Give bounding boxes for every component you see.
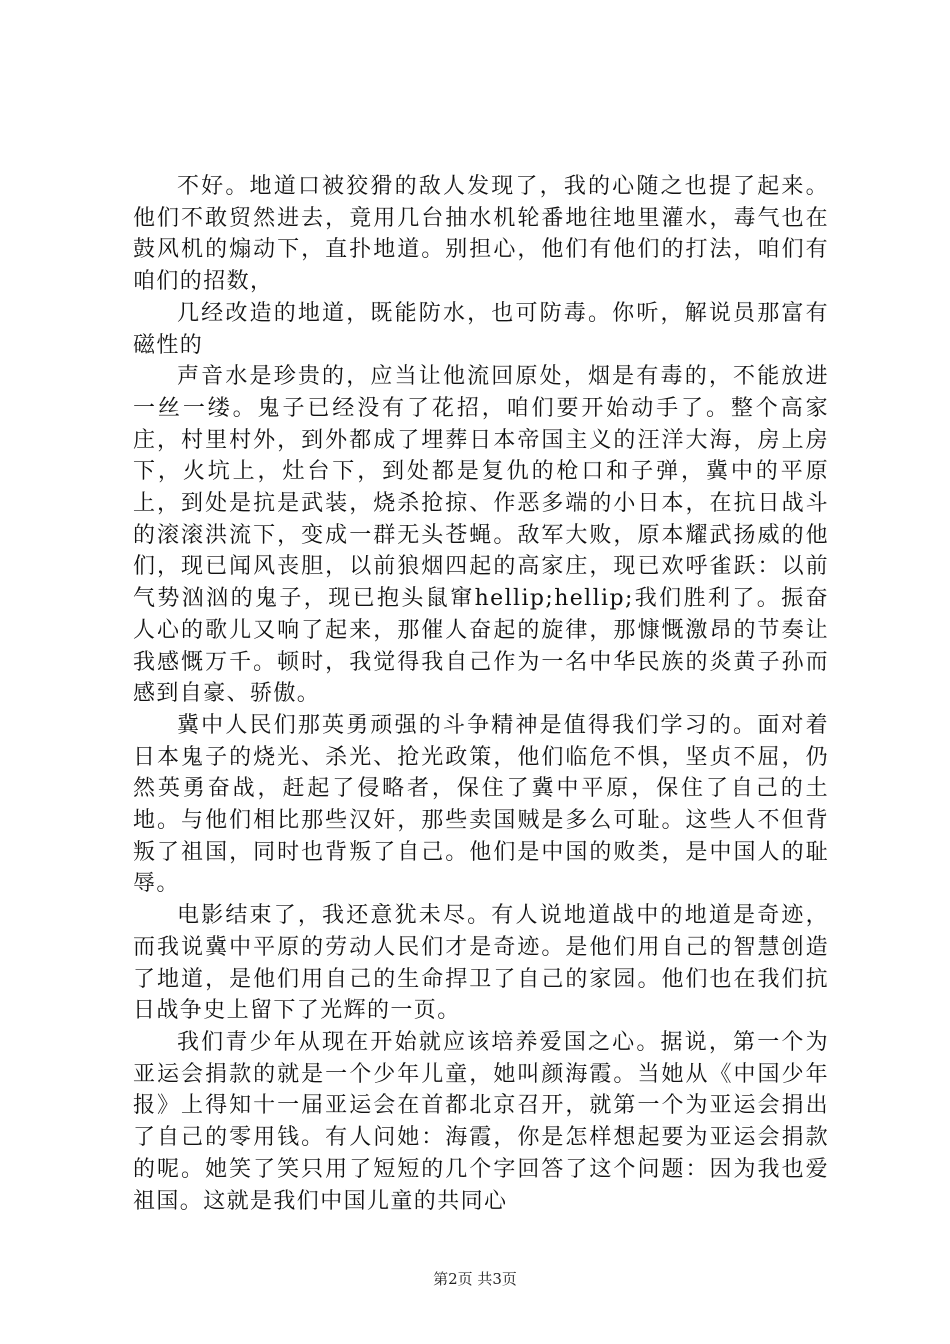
paragraph-2: 几经改造的地道，既能防水，也可防毒。你听，解说员那富有磁性的 bbox=[133, 300, 829, 358]
paragraph-6: 我们青少年从现在开始就应该培养爱国之心。据说，第一个为亚运会捐款的就是一个少年儿童，她叫颜海霞。当她从《中国少年报》上得知十一届亚运会在首都北京召开，就第一个为亚运会捐出了自己的零用钱。有人问她：海霞，你是怎样想起要为亚运会捐款的呢。她笑了笑只用了短短的几个字回答了这个问题：因为我也爱祖国。这就是我们中国儿童的共同心 bbox=[133, 1029, 829, 1214]
paragraph-5: 电影结束了，我还意犹未尽。有人说地道战中的地道是奇迹，而我说冀中平原的劳动人民们才是奇迹。是他们用自己的智慧创造了地道，是他们用自己的生命捍卫了自己的家园。他们也在我们抗日战争史上留下了光辉的一页。 bbox=[133, 903, 829, 1024]
paragraph-4: 冀中人民们那英勇顽强的斗争精神是值得我们学习的。面对着日本鬼子的烧光、杀光、抢光政策，他们临危不惧，坚贞不屈，仍然英勇奋战，赶起了侵略者，保住了冀中平原，保住了自己的土地。与他们相比那些汉奸，那些卖国贼是多么可耻。这些人不但背叛了祖国，同时也背叛了自己。他们是中国的败类，是中国人的耻辱。 bbox=[133, 712, 829, 897]
paragraph-1: 不好。地道口被狡猾的敌人发现了，我的心随之也提了起来。他们不敢贸然进去，竟用几台抽水机轮番地往地里灌水，毒气也在鼓风机的煽动下，直扑地道。别担心，他们有他们的打法，咱们有咱们的招数， bbox=[133, 174, 829, 295]
document-body bbox=[133, 171, 829, 1217]
paragraph-3: 声音水是珍贵的，应当让他流回原处，烟是有毒的，不能放进一丝一缕。鬼子已经没有了花招，咱们要开始动手了。整个高家庄，村里村外，到外都成了埋葬日本帝国主义的汪洋大海，房上房下，火坑上，灶台下，到处都是复仇的枪口和子弹，冀中的平原上，到处是抗是武装，烧杀抢掠、作恶多端的小日本，在抗日战斗的滚滚洪流下，变成一群无头苍蝇。敌军大败，原本耀武扬威的他们，现已闻风丧胆，以前狼烟四起的高家庄，现已欢呼雀跃：以前气势汹汹的鬼子，现已抱头鼠窜hellip;hellip;我们胜利了。振奋人心的歌儿又响了起来，那催人奋起的旋律，那慷慨激昂的节奏让我感慨万千。顿时，我觉得我自己作为一名中华民族的炎黄子孙而感到自豪、骄傲。 bbox=[133, 364, 829, 707]
page-footer: 第2页 共3页 bbox=[433, 1270, 517, 1288]
